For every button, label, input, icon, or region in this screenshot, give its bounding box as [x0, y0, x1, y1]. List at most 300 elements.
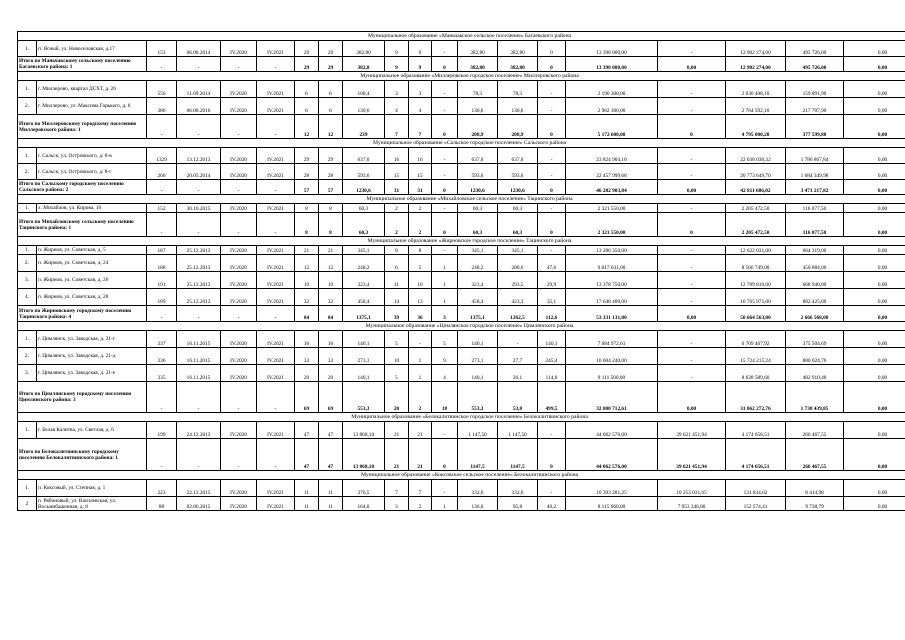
total-value-c17: 0,00	[658, 180, 726, 195]
value-cell-c16: 13 286 350,00	[566, 246, 658, 255]
total-value-c19: 2 666 568,00	[786, 306, 844, 322]
value-cell-c10: 4	[385, 98, 409, 115]
total-value-c8: 29	[319, 57, 343, 72]
value-cell-c10: 5	[385, 331, 409, 348]
value-cell-c11: 2	[409, 204, 432, 213]
value-cell-c17: 10 253 031,65	[658, 480, 726, 497]
value-cell-c12: -	[432, 41, 458, 57]
value-cell-c19: 8 414,98	[786, 480, 844, 497]
value-cell-c11: 7	[409, 480, 432, 497]
value-cell-c20: 0,00	[844, 204, 905, 213]
municipality-header-row	[18, 413, 905, 422]
value-cell-c20: 0,00	[844, 365, 905, 382]
value-cell-c8: 21	[319, 246, 343, 255]
table-row	[18, 255, 905, 272]
value-cell-c11: 4	[409, 98, 432, 115]
housing-program-table	[17, 31, 891, 511]
table-row	[18, 204, 905, 213]
value-cell-c15: 0	[538, 41, 566, 57]
total-value-c6: -	[257, 439, 295, 471]
value-cell-c6: IV.2021	[257, 272, 295, 289]
total-row	[18, 57, 905, 72]
row-number: 1.	[18, 41, 37, 57]
value-cell-c7: 6	[295, 98, 319, 115]
value-cell-c3: 223	[147, 480, 177, 497]
total-value-c18: 2 205 472,50	[726, 213, 786, 237]
address-cell: г. Сальск, ул. Островского, д. 8-г	[37, 164, 147, 180]
total-value-c7: 69	[295, 382, 319, 413]
total-value-c17: 0,00	[658, 57, 726, 72]
value-cell-c16: 44 062 576,00	[566, 422, 658, 439]
value-cell-c7: 33	[295, 348, 319, 365]
value-cell-c18: 2 764 592,10	[726, 98, 786, 115]
municipality-header-row	[18, 471, 905, 480]
total-value-c6: -	[257, 382, 295, 413]
value-cell-c18: 131 834,62	[726, 480, 786, 497]
value-cell-c4: 16.11.2015	[177, 348, 221, 365]
value-cell-c10: 14	[385, 289, 409, 306]
address-cell: п. Рябиновый, ул. Василевская, ул. Восьмибашенная, д. 8	[37, 497, 147, 511]
value-cell-c12: -	[432, 422, 458, 439]
value-cell-c15: -	[538, 422, 566, 439]
value-cell-c8: 33	[319, 348, 343, 365]
total-value-c13: 1147,5	[458, 439, 498, 471]
total-value-c18: 31 062 272,76	[726, 382, 786, 413]
value-cell-c6: IV.2021	[257, 204, 295, 213]
value-cell-c18: 8 628 589,60	[726, 365, 786, 382]
total-label: Итого по Маньчакскому сельскому поселению Багаевского района: 1	[18, 57, 147, 72]
value-cell-c8: 29	[319, 41, 343, 57]
value-cell-c15: 29,9	[538, 272, 566, 289]
value-cell-c6: IV.2021	[257, 480, 295, 497]
value-cell-c5: IV.2020	[221, 365, 257, 382]
total-row	[18, 115, 905, 139]
total-value-c4: -	[177, 213, 221, 237]
value-cell-c6: IV.2021	[257, 331, 295, 348]
total-value-c9: 382,8	[343, 57, 385, 72]
total-value-c7: 47	[295, 439, 319, 471]
value-cell-c12: -	[432, 204, 458, 213]
value-cell-c10: 21	[385, 422, 409, 439]
table-row	[18, 348, 905, 365]
value-cell-c8: 6	[319, 81, 343, 98]
total-value-c15: 0	[538, 180, 566, 195]
value-cell-c11: 10	[409, 272, 432, 289]
value-cell-c8: 11	[319, 497, 343, 511]
total-value-c17: 0,00	[658, 382, 726, 413]
municipality-header: Муниципальное образование «Сальское городское поселение» Сальского района	[18, 139, 905, 148]
total-value-c16: 53 331 131,00	[566, 306, 658, 322]
total-value-c9: 13 868,10	[343, 439, 385, 471]
value-cell-c19: 664 319,00	[786, 246, 844, 255]
value-cell-c6: IV.2021	[257, 422, 295, 439]
value-cell-c19: 1 786 867,84	[786, 148, 844, 164]
municipality-header: Муниципальное образование «Коксовское сельское поселение» Белокалитвинского района	[18, 471, 905, 480]
value-cell-c13: 332,6	[458, 480, 498, 497]
table-row	[18, 331, 905, 348]
value-cell-c16: 9 111 500,00	[566, 365, 658, 382]
value-cell-c18: 22 038 036,32	[726, 148, 786, 164]
total-value-c12: 18	[432, 382, 458, 413]
value-cell-c20: 0,00	[844, 81, 905, 98]
value-cell-c7: 28	[295, 164, 319, 180]
address-cell: г. Цимлянск, ул. Заводская, д. 21-е	[37, 365, 147, 382]
value-cell-c13: 136,0	[458, 497, 498, 511]
value-cell-c11: 9	[409, 41, 432, 57]
table-row	[18, 422, 905, 439]
total-value-c11: 2	[409, 213, 432, 237]
value-cell-c13: 593,6	[458, 164, 498, 180]
value-cell-c4: 06.08.2014	[177, 41, 221, 57]
value-cell-c11: 1	[409, 348, 432, 365]
row-number: 3.	[18, 365, 37, 382]
total-value-c7: 57	[295, 180, 319, 195]
value-cell-c18: 16 765 975,00	[726, 289, 786, 306]
value-cell-c7: 8	[295, 204, 319, 213]
total-value-c5: -	[221, 306, 257, 322]
total-value-c15: 0	[538, 439, 566, 471]
value-cell-c9: 60,3	[343, 204, 385, 213]
municipality-header-row	[18, 322, 905, 331]
total-value-c12: 0	[432, 180, 458, 195]
value-cell-c14: 332,6	[498, 480, 538, 497]
value-cell-c14: 593,6	[498, 164, 538, 180]
value-cell-c17: -	[658, 246, 726, 255]
total-value-c6: -	[257, 115, 295, 139]
value-cell-c11: 21	[409, 422, 432, 439]
row-number: 3.	[18, 272, 37, 289]
total-value-c15: 112,6	[538, 306, 566, 322]
value-cell-c8: 19	[319, 272, 343, 289]
total-value-c20: 0,00	[844, 306, 905, 322]
value-cell-c5: IV.2020	[221, 41, 257, 57]
value-cell-c10: 8	[385, 246, 409, 255]
value-cell-c4: 06.08.2016	[177, 98, 221, 115]
total-value-c8: 84	[319, 306, 343, 322]
value-cell-c10: 7	[385, 480, 409, 497]
value-cell-c20: 0,00	[844, 272, 905, 289]
row-number: 2	[18, 497, 37, 511]
value-cell-c4: 25.12.2013	[177, 246, 221, 255]
value-cell-c14: 27,7	[498, 348, 538, 365]
data-table	[17, 31, 905, 511]
address-cell: п. Коксовый, ул. Степная, д. 1	[37, 480, 147, 497]
total-value-c14: 208,9	[498, 115, 538, 139]
value-cell-c4: 16.11.2015	[177, 365, 221, 382]
total-value-c17: 0	[658, 115, 726, 139]
value-cell-c17: 7 953 346,80	[658, 497, 726, 511]
value-cell-c18: 15 724 215,24	[726, 348, 786, 365]
value-cell-c14: 637,0	[498, 148, 538, 164]
value-cell-c5: IV.2020	[221, 331, 257, 348]
total-label: Итого по Цимлянскому городскому поселению Цимлянского района: 3	[18, 382, 147, 413]
value-cell-c10: 3	[385, 497, 409, 511]
value-cell-c16: 2 982 300,00	[566, 98, 658, 115]
value-cell-c15: -	[538, 81, 566, 98]
value-cell-c16: 2 190 300,00	[566, 81, 658, 98]
value-cell-c3: 191	[147, 272, 177, 289]
value-cell-c4: 30.10.2015	[177, 204, 221, 213]
value-cell-c5: IV.2020	[221, 255, 257, 272]
address-cell: п. Жирнов, ул. Советская, д. 5	[37, 246, 147, 255]
total-value-c13: 208,9	[458, 115, 498, 139]
total-value-c17: 0	[658, 213, 726, 237]
value-cell-c17: -	[658, 148, 726, 164]
total-value-c17: 39 621 451,94	[658, 439, 726, 471]
value-cell-c3: 335	[147, 365, 177, 382]
total-value-c10: 2	[385, 213, 409, 237]
value-cell-c17: -	[658, 164, 726, 180]
value-cell-c8: 12	[319, 255, 343, 272]
value-cell-c16: 16 604 240,00	[566, 348, 658, 365]
value-cell-c3: 336	[147, 348, 177, 365]
row-number: 1.	[18, 246, 37, 255]
value-cell-c4: 25.12.2013	[177, 289, 221, 306]
total-value-c10: 7	[385, 115, 409, 139]
value-cell-c6: IV.2021	[257, 289, 295, 306]
value-cell-c3: 199	[147, 422, 177, 439]
total-value-c12: 0	[432, 439, 458, 471]
value-cell-c5: IV.2020	[221, 204, 257, 213]
value-cell-c15: 245,4	[538, 348, 566, 365]
value-cell-c17: -	[658, 272, 726, 289]
value-cell-c11: 2	[409, 497, 432, 511]
total-value-c19: 116 077,50	[786, 213, 844, 237]
value-cell-c9: 637,0	[343, 148, 385, 164]
municipality-header-row	[18, 139, 905, 148]
address-cell: п. Жирнов, ул. Советская, д. 28	[37, 289, 147, 306]
value-cell-c16: 17 648 400,00	[566, 289, 658, 306]
address-cell: г. Миллерово, ул. Максима Горького, д. 6	[37, 98, 147, 115]
total-value-c5: -	[221, 439, 257, 471]
value-cell-c19: 217 707,90	[786, 98, 844, 115]
municipality-header: Муниципальное образование «Михайловское сельское поселение» Тацинского района	[18, 195, 905, 204]
total-value-c7: 29	[295, 57, 319, 72]
total-value-c9: 1375,1	[343, 306, 385, 322]
value-cell-c15: 114,0	[538, 365, 566, 382]
total-value-c10: 39	[385, 306, 409, 322]
total-value-c6: -	[257, 213, 295, 237]
value-cell-c17: -	[658, 204, 726, 213]
value-cell-c7: 29	[295, 41, 319, 57]
value-cell-c4: 20.05.2014	[177, 164, 221, 180]
value-cell-c3: 1329	[147, 148, 177, 164]
value-cell-c12: -	[432, 164, 458, 180]
value-cell-c7: 32	[295, 289, 319, 306]
total-value-c19: 3 471 217,82	[786, 180, 844, 195]
value-cell-c15: 35,1	[538, 289, 566, 306]
value-cell-c3: 189	[147, 289, 177, 306]
value-cell-c18: 12 622 031,00	[726, 246, 786, 255]
value-cell-c15: 140,1	[538, 331, 566, 348]
value-cell-c5: IV.2020	[221, 81, 257, 98]
value-cell-c12: -	[432, 98, 458, 115]
value-cell-c16: 10 393 281,25	[566, 480, 658, 497]
value-cell-c15: 40,2	[538, 497, 566, 511]
value-cell-c19: 450 884,00	[786, 255, 844, 272]
value-cell-c10: 15	[385, 164, 409, 180]
value-cell-c5: IV.2020	[221, 98, 257, 115]
address-cell: п. Жирнов, ул. Советская, д. 24	[37, 255, 147, 272]
value-cell-c13: 637,0	[458, 148, 498, 164]
total-value-c14: 1147,5	[498, 439, 538, 471]
total-value-c4: -	[177, 306, 221, 322]
value-cell-c20: 0,00	[844, 289, 905, 306]
value-cell-c11: 8	[409, 246, 432, 255]
value-cell-c6: IV.2021	[257, 41, 295, 57]
total-value-c18: 12 902 274,00	[726, 57, 786, 72]
total-value-c18: 4 795 000,20	[726, 115, 786, 139]
value-cell-c19: 882 425,00	[786, 289, 844, 306]
value-cell-c12: 5	[432, 331, 458, 348]
value-cell-c20: 0,00	[844, 148, 905, 164]
municipality-header: Муниципальное образование «Цимлянское городское поселение» Цимлянского района	[18, 322, 905, 331]
total-value-c3: -	[147, 306, 177, 322]
value-cell-c16: 7 084 972,61	[566, 331, 658, 348]
value-cell-c19: 880 024,76	[786, 348, 844, 365]
total-value-c8: 12	[319, 115, 343, 139]
value-cell-c14: 78,3	[498, 81, 538, 98]
value-cell-c7: 20	[295, 365, 319, 382]
row-number: 1.	[18, 331, 37, 348]
total-value-c14: 382,80	[498, 57, 538, 72]
value-cell-c20: 0,00	[844, 497, 905, 511]
table-row	[18, 289, 905, 306]
value-cell-c8: 20	[319, 365, 343, 382]
total-value-c3: -	[147, 439, 177, 471]
value-cell-c14: 293,5	[498, 272, 538, 289]
value-cell-c19: 9 738,79	[786, 497, 844, 511]
value-cell-c13: 323,4	[458, 272, 498, 289]
value-cell-c3: 386	[147, 98, 177, 115]
value-cell-c10: 10	[385, 348, 409, 365]
value-cell-c15: -	[538, 480, 566, 497]
value-cell-c5: IV.2020	[221, 480, 257, 497]
total-row	[18, 382, 905, 413]
total-value-c11: 7	[409, 115, 432, 139]
value-cell-c17: 39 621 451,94	[658, 422, 726, 439]
value-cell-c11: 1	[409, 365, 432, 382]
value-cell-c6: IV.2021	[257, 98, 295, 115]
value-cell-c18: 2 205 472,50	[726, 204, 786, 213]
table-row	[18, 81, 905, 98]
municipality-header-row	[18, 195, 905, 204]
value-cell-c8: 28	[319, 164, 343, 180]
value-cell-c17: -	[658, 41, 726, 57]
value-cell-c9: 140,1	[343, 365, 385, 382]
total-value-c18: 42 811 686,02	[726, 180, 786, 195]
total-value-c17: 0,00	[658, 306, 726, 322]
total-value-c7: 84	[295, 306, 319, 322]
total-value-c3: -	[147, 180, 177, 195]
value-cell-c19: 1 684 349,98	[786, 164, 844, 180]
total-value-c10: 31	[385, 180, 409, 195]
value-cell-c19: 668 940,00	[786, 272, 844, 289]
value-cell-c12: -	[432, 246, 458, 255]
value-cell-c19: 266 467,55	[786, 422, 844, 439]
table-row	[18, 41, 905, 57]
value-cell-c17: -	[658, 255, 726, 272]
table-row	[18, 246, 905, 255]
value-cell-c18: 6 709 467,92	[726, 331, 786, 348]
value-cell-c12: 9	[432, 348, 458, 365]
total-value-c14: 60,3	[498, 213, 538, 237]
value-cell-c9: 273,1	[343, 348, 385, 365]
value-cell-c4: 25.12.2013	[177, 255, 221, 272]
total-value-c8: 69	[319, 382, 343, 413]
value-cell-c13: 60,3	[458, 204, 498, 213]
value-cell-c19: 482 910,40	[786, 365, 844, 382]
value-cell-c12: -	[432, 480, 458, 497]
value-cell-c13: 273,1	[458, 348, 498, 365]
total-label: Итого по Михайловскому сельскому поселению Тацинского района: 1	[18, 213, 147, 237]
row-number: 1.	[18, 480, 37, 497]
value-cell-c12: -	[432, 81, 458, 98]
total-value-c19: 266 467,55	[786, 439, 844, 471]
total-value-c6: -	[257, 180, 295, 195]
value-cell-c15: -	[538, 98, 566, 115]
row-number: 2.	[18, 255, 37, 272]
address-cell: х. Михайлов, ул. Кирова, 10	[37, 204, 147, 213]
address-cell: г. Сальск, ул. Островского, д. 8-в	[37, 148, 147, 164]
total-value-c4: -	[177, 180, 221, 195]
total-value-c9: 239	[343, 115, 385, 139]
value-cell-c14: 423,3	[498, 289, 538, 306]
total-value-c18: 4 174 656,51	[726, 439, 786, 471]
total-value-c14: 53,8	[498, 382, 538, 413]
total-value-c8: 8	[319, 213, 343, 237]
value-cell-c6: IV.2021	[257, 246, 295, 255]
value-cell-c14: 130,6	[498, 98, 538, 115]
value-cell-c17: -	[658, 331, 726, 348]
value-cell-c13: 382,80	[458, 41, 498, 57]
value-cell-c3: 152	[147, 204, 177, 213]
value-cell-c8: 29	[319, 148, 343, 164]
total-value-c14: 1262,5	[498, 306, 538, 322]
value-cell-c16: 13 378 750,00	[566, 272, 658, 289]
value-cell-c18: 12 709 810,00	[726, 272, 786, 289]
total-value-c20: 0,00	[844, 213, 905, 237]
value-cell-c18: 152 574,41	[726, 497, 786, 511]
total-value-c10: 9	[385, 57, 409, 72]
municipality-header: Муниципальное образование «Белокалитвинское городское поселение» Белокалитвинского района	[18, 413, 905, 422]
value-cell-c14: -	[498, 331, 538, 348]
total-label: Итого по Миллеровскому городскому поселению Миллеровского района: 1	[18, 115, 147, 139]
value-cell-c9: 382,80	[343, 41, 385, 57]
address-cell: г. Миллерово, квартал ДСХТ, д. 26	[37, 81, 147, 98]
value-cell-c12: 1	[432, 272, 458, 289]
table-row	[18, 164, 905, 180]
total-value-c10: 21	[385, 439, 409, 471]
value-cell-c15: -	[538, 246, 566, 255]
total-value-c6: -	[257, 57, 295, 72]
value-cell-c5: IV.2020	[221, 148, 257, 164]
total-value-c3: -	[147, 382, 177, 413]
value-cell-c13: 458,4	[458, 289, 498, 306]
value-cell-c18: 20 773 649,70	[726, 164, 786, 180]
value-cell-c19: 375 504,69	[786, 331, 844, 348]
address-cell: п. Жирнов, ул. Советская, д. 26	[37, 272, 147, 289]
municipality-header: Муниципальное образование «Миллеровское городское поселение» Миллеровского района	[18, 72, 905, 81]
total-row	[18, 213, 905, 237]
value-cell-c9: 593,6	[343, 164, 385, 180]
value-cell-c19: 495 726,00	[786, 41, 844, 57]
value-cell-c7: 11	[295, 497, 319, 511]
row-number: 2.	[18, 164, 37, 180]
value-cell-c10: 3	[385, 81, 409, 98]
value-cell-c13: 130,6	[458, 98, 498, 115]
total-label: Итого по Белокалитвинскому городскому поселению Белокалитвинского района: 1	[18, 439, 147, 471]
